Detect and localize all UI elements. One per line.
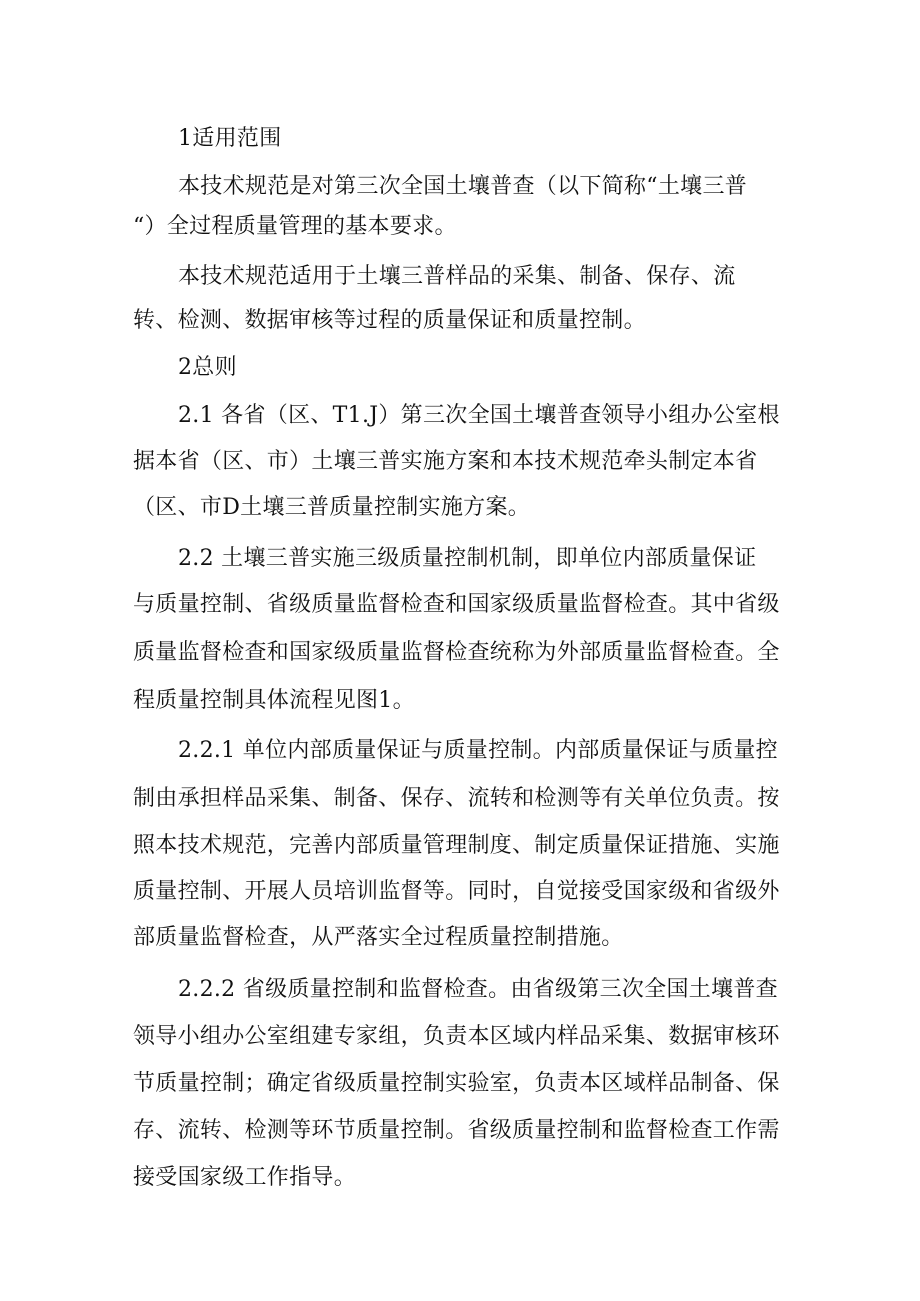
section-2-2-1-line: 部质量监督检查，从严落实全过程质量控制措施。: [133, 925, 624, 950]
section-2-2-line: 程质量控制具体流程见图1。: [133, 688, 415, 713]
section-2-1-line: （区、市D土壤三普质量控制实施方案。: [133, 495, 531, 520]
section-2-2-1-line: 质量控制、开展人员培训监督等。同时，自觉接受国家级和省级外: [133, 879, 780, 904]
section-2-2-2-line: 2.2.2 省级质量控制和监督检查。由省级第三次全国土壤普查: [178, 977, 778, 1002]
section-1-paragraph-1-line: “）全过程质量管理的基本要求。: [133, 214, 457, 239]
section-2-2-1-line: 2.2.1 单位内部质量保证与质量控制。内部质量保证与质量控: [178, 738, 778, 763]
section-2-1-line: 据本省（区、市）土壤三普实施方案和本技术规范牵头制定本省: [133, 449, 758, 474]
section-2-2-1-line: 制由承担样品采集、制备、保存、流转和检测等有关单位负责。按: [133, 786, 780, 811]
section-1-paragraph-2-line: 本技术规范适用于土壤三普样品的采集、制备、保存、流: [178, 264, 736, 289]
section-2-2-2-line: 领导小组办公室组建专家组，负责本区域内样品采集、数据审核环: [133, 1024, 780, 1049]
section-2-2-2-line: 存、流转、检测等环节质量控制。省级质量控制和监督检查工作需: [133, 1118, 780, 1143]
section-2-2-2-line: 接受国家级工作指导。: [133, 1165, 357, 1190]
section-1-paragraph-1-line: 本技术规范是对第三次全国土壤普查（以下简称“土壤三普: [178, 174, 748, 199]
section-2-heading: 2总则: [178, 355, 237, 380]
section-2-2-line: 与质量控制、省级质量监督检查和国家级质量监督检查。其中省级: [133, 592, 780, 617]
section-2-2-line: 质量监督检查和国家级质量监督检查统称为外部质量监督检查。全: [133, 640, 780, 665]
section-2-1-line: 2.1 各省（区、T1.J）第三次全国土壤普查领导小组办公室根: [178, 403, 780, 428]
section-2-2-2-line: 节质量控制；确定省级质量控制实验室，负责本区域样品制备、保: [133, 1071, 780, 1096]
section-2-2-1-line: 照本技术规范，完善内部质量管理制度、制定质量保证措施、实施: [133, 833, 780, 858]
section-1-heading: 1适用范围: [178, 126, 282, 151]
section-1-paragraph-2-line: 转、检测、数据审核等过程的质量保证和质量控制。: [133, 308, 646, 333]
section-2-2-line: 2.2 土壤三普实施三级质量控制机制，即单位内部质量保证: [178, 546, 757, 571]
